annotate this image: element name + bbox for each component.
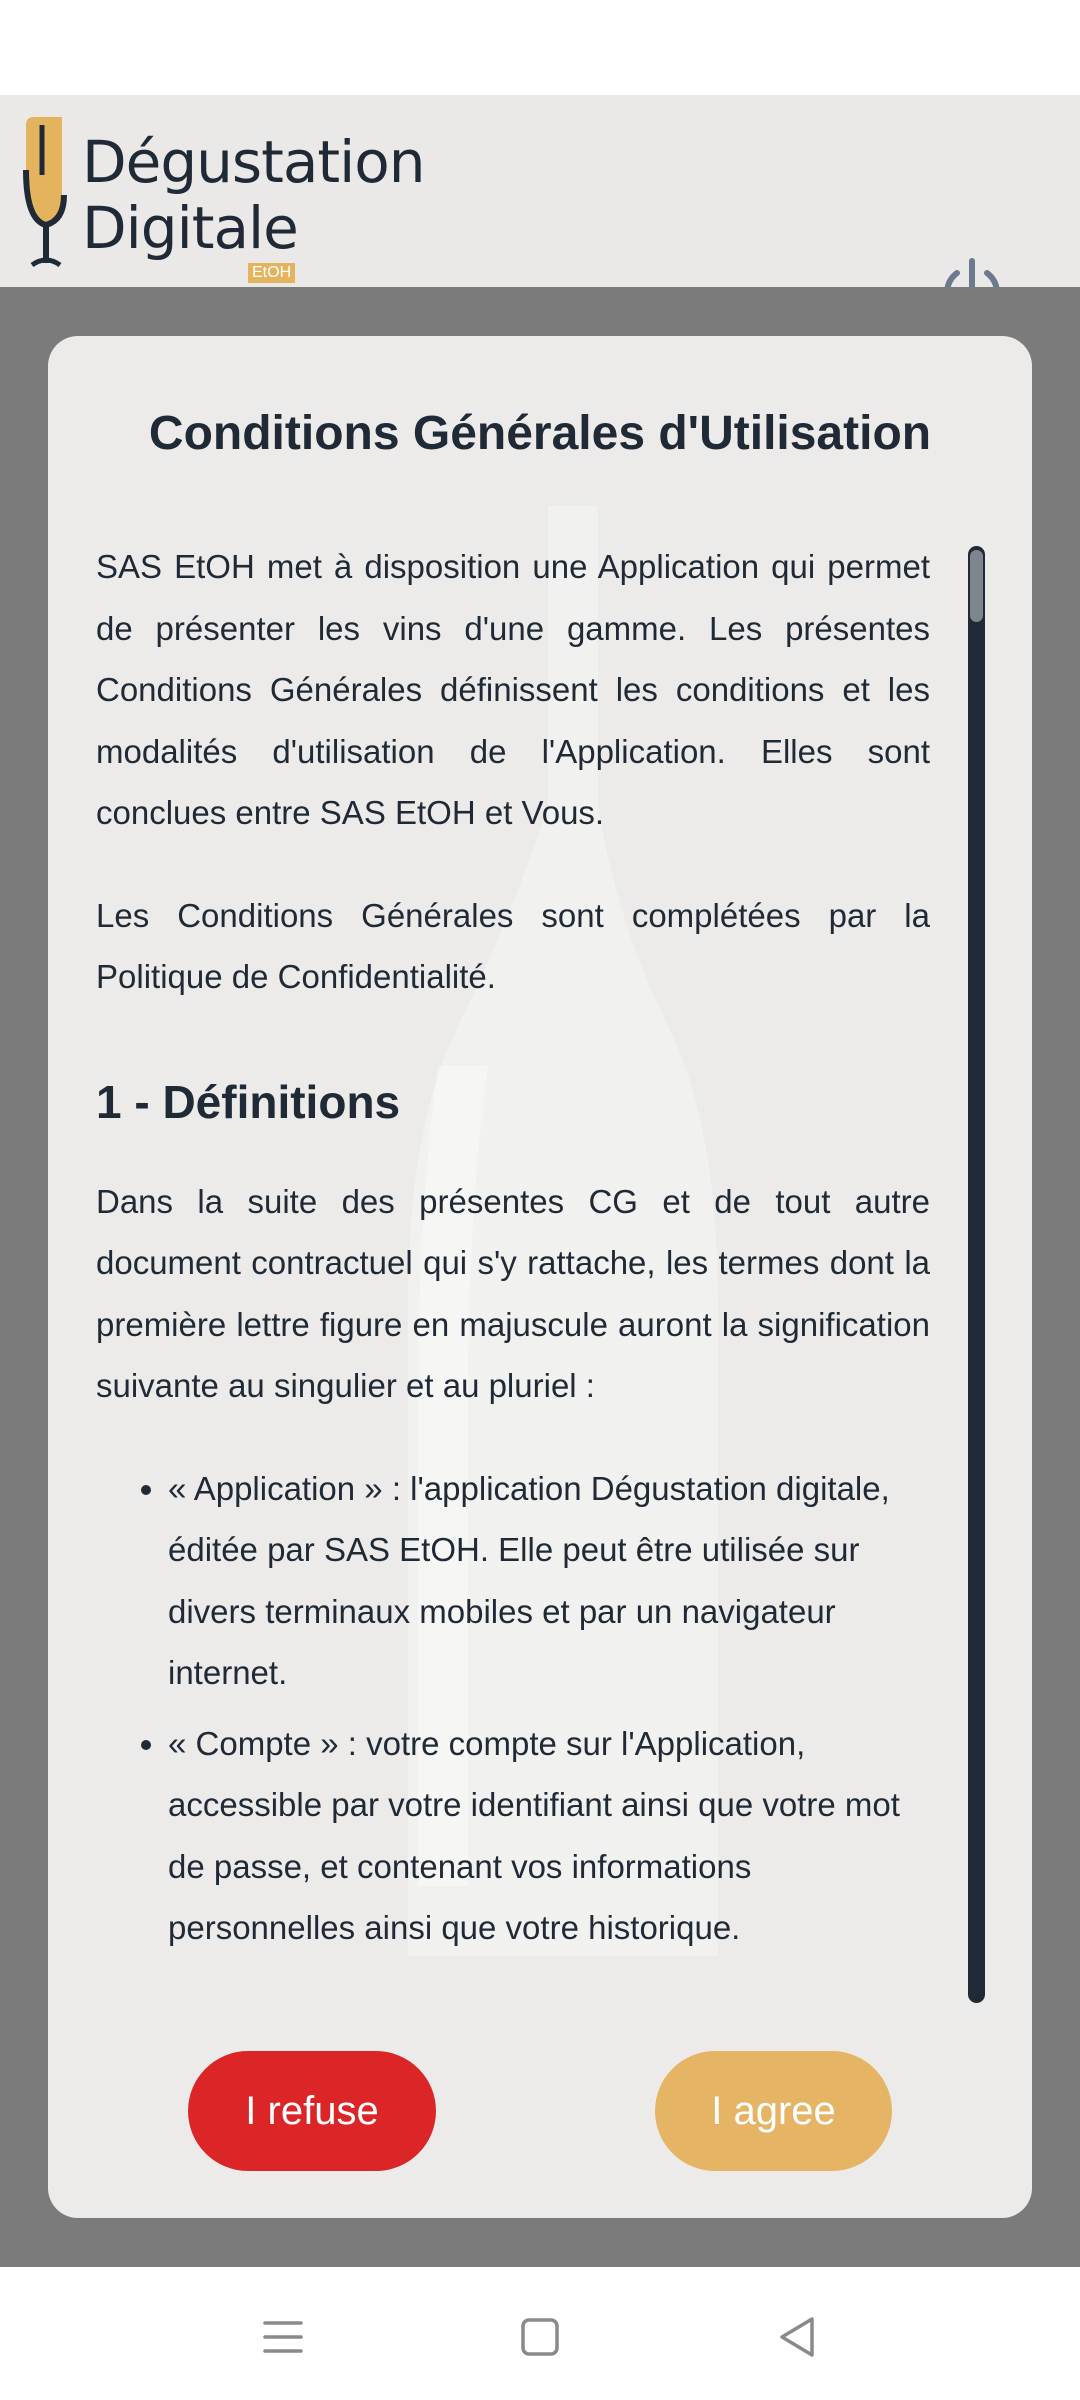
list-item: • « Compte » : votre compte sur l'Application, accessible par votre identifiant ainsi que votre mot de passe, et contenant vos informations personnelles ainsi que votre historique. [168,1713,930,1959]
terms-dialog [48,336,1032,2218]
app-header [0,95,1080,287]
intro-paragraph: SAS EtOH met à disposition une Application qui permet de présenter les vins d'une gamme. Les présentes Conditions Générales définissent les conditions et les modalités d'utilisation de l'Application. Elles sont conclues entre SAS EtOH et Vous. [96,548,930,831]
definitions-list [96,1458,930,1959]
terms-content[interactable] [96,536,930,1976]
section-heading-definitions: 1 - Définitions [96,1075,401,1128]
logo-line1: Dégustation [82,128,425,196]
wine-glass-icon [20,115,90,275]
agree-button[interactable]: I agree [655,2051,892,2171]
scroll-thumb[interactable] [970,550,983,622]
list-item: • « Application » : l'application Dégustation digitale, éditée par SAS EtOH. Elle peut être utilisée sur divers terminaux mobiles et par un navigateur internet. [168,1458,930,1704]
complement-paragraph: Les Conditions Générales sont complétées par la Politique de Confidentialité. [96,896,930,995]
menu-icon[interactable] [253,2307,313,2367]
back-triangle-icon[interactable] [768,2307,828,2367]
app-logo [20,115,440,281]
refuse-button[interactable]: I refuse [188,2051,436,2171]
home-square-icon[interactable] [510,2307,570,2367]
definitions-intro: Dans la suite des présentes CG et de tout autre document contractuel qui s'y rattache, les termes dont la première lettre figure en majuscule auront la signification suivante au singulier et au pluriel : [96,1182,930,1404]
system-nav-bar [0,2267,1080,2400]
dialog-title: Conditions Générales d'Utilisation [148,407,932,460]
logo-text [82,129,425,261]
logo-badge: EtOH [248,263,295,283]
logo-line2: Digitale [82,194,298,262]
status-bar [0,0,1080,95]
scrollbar[interactable] [968,546,985,2003]
